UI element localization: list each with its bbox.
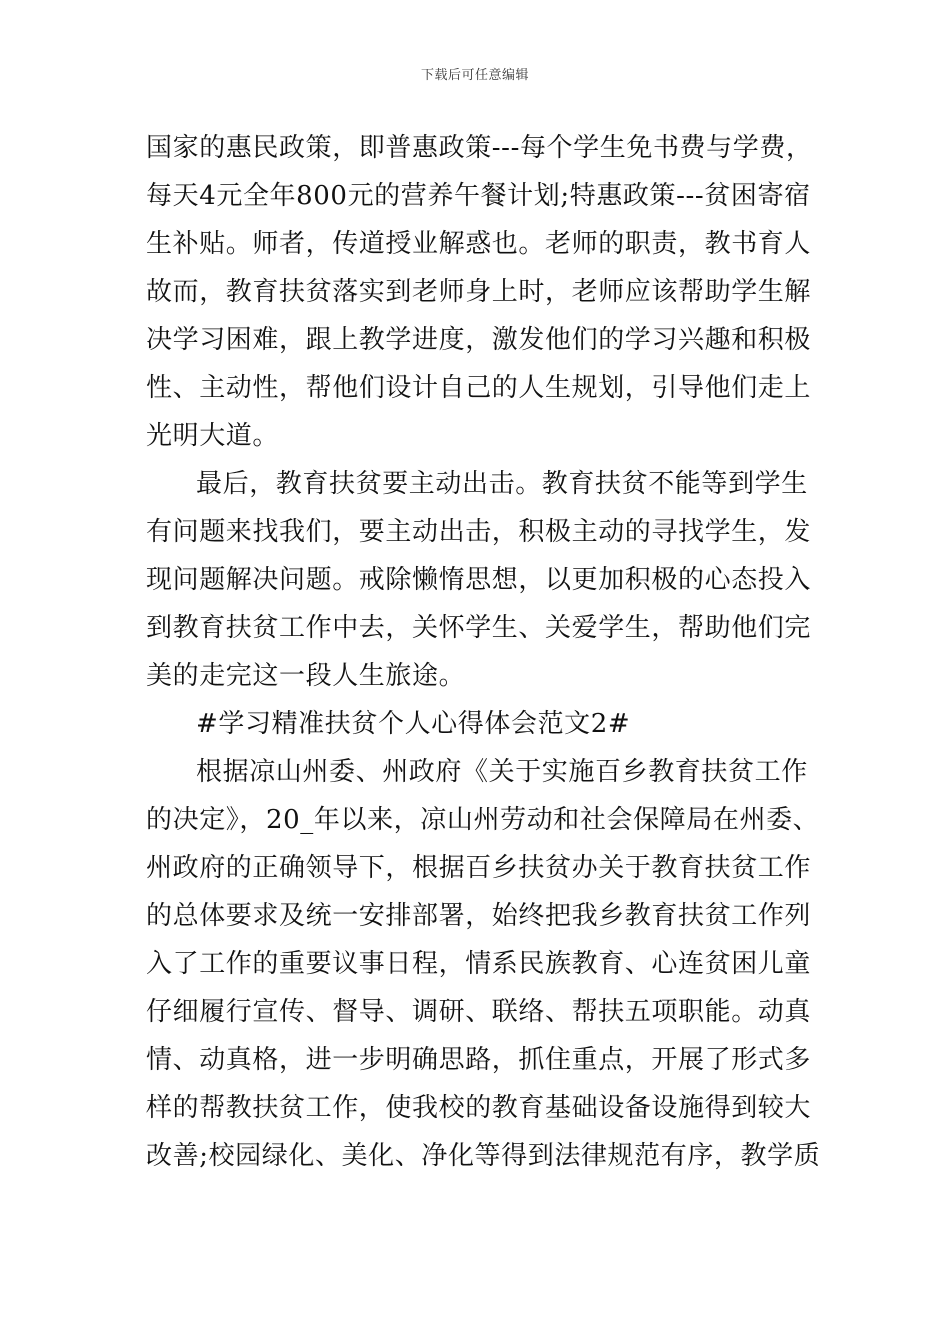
text-line: 美的走完这一段人生旅途。: [146, 661, 466, 691]
text-line: 现问题解决问题。戒除懒惰思想，以更加积极的心态投入: [146, 565, 812, 595]
text-line: 情、动真格，进一步明确思路，抓住重点，开展了形式多: [146, 1045, 812, 1075]
text-line: 改善;校园绿化、美化、净化等得到法律规范有序，教学质: [146, 1141, 821, 1171]
text-line: 决学习困难，跟上教学进度，激发他们的学习兴趣和积极: [146, 325, 812, 355]
section-heading: #学习精准扶贫个人心得体会范文2#: [196, 709, 631, 739]
text-line: 光明大道。: [146, 421, 280, 451]
text-line: 有问题来找我们，要主动出击，积极主动的寻找学生，发: [146, 517, 812, 547]
text-line: 故而，教育扶贫落实到老师身上时，老师应该帮助学生解: [146, 277, 812, 307]
text-line: 生补贴。师者，传道授业解惑也。老师的职责，教书育人: [146, 229, 812, 259]
text-line: 的决定》，20_年以来，凉山州劳动和社会保障局在州委、: [146, 805, 820, 835]
text-line: 的总体要求及统一安排部署，始终把我乡教育扶贫工作列: [146, 901, 812, 931]
document-body: [146, 124, 821, 1180]
text-line: 州政府的正确领导下，根据百乡扶贫办关于教育扶贫工作: [146, 853, 812, 883]
text-line: 入了工作的重要议事日程，情系民族教育、心连贫困儿童: [146, 949, 812, 979]
page-header-note: 下载后可任意编辑: [420, 68, 529, 83]
text-line: 到教育扶贫工作中去，关怀学生、关爱学生，帮助他们完: [146, 613, 812, 643]
paragraph-first-line: 最后，教育扶贫要主动出击。教育扶贫不能等到学生: [196, 469, 808, 499]
text-line: 国家的惠民政策，即普惠政策---每个学生免书费与学费，: [146, 133, 813, 163]
text-line: 性、主动性，帮他们设计自己的人生规划，引导他们走上: [146, 373, 812, 403]
paragraph-first-line: 根据凉山州委、州政府《关于实施百乡教育扶贫工作: [196, 757, 808, 787]
text-line: 样的帮教扶贫工作，使我校的教育基础设备设施得到较大: [146, 1093, 812, 1123]
text-line: 仔细履行宣传、督导、调研、联络、帮扶五项职能。动真: [146, 997, 812, 1027]
text-line: 每天4元全年800元的营养午餐计划;特惠政策---贫困寄宿: [146, 181, 811, 211]
